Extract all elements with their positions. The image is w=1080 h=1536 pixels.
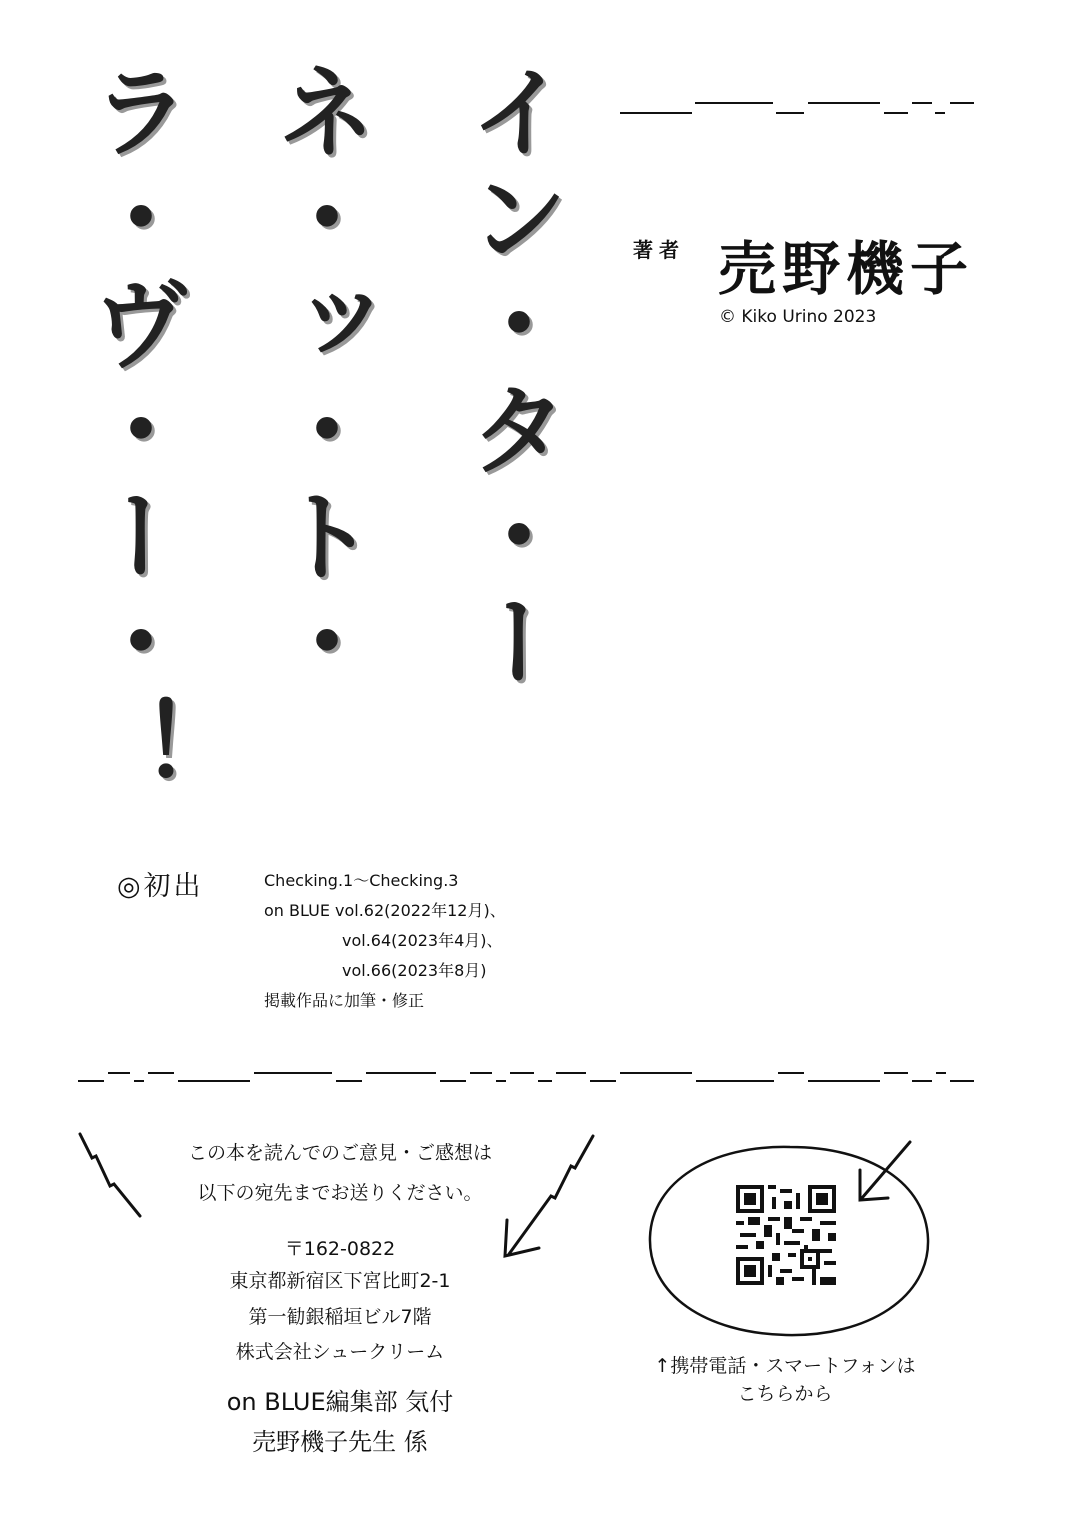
qr-note: [640, 1352, 930, 1408]
qr-note-line: ↑携帯電話・スマートフォンは: [654, 1355, 916, 1377]
feedback-intro-line: この本を読んでのご意見・ご感想は: [187, 1142, 492, 1164]
author-label: 著者: [633, 238, 685, 262]
qr-note-line: こちらから: [737, 1383, 833, 1405]
recipient-line: on BLUE編集部 気付: [226, 1388, 454, 1416]
address-line: 株式会社シュークリーム: [235, 1341, 445, 1363]
publication-line: Checking.1〜Checking.3: [264, 871, 459, 890]
title-column-right: イン・タ・ー: [452, 60, 569, 696]
first-publication-details: [264, 866, 506, 1016]
title-column-middle: ネ・ッ・ト・: [260, 60, 377, 696]
recipient-line: 売野機子先生 係: [252, 1428, 428, 1456]
copyright: © Kiko Urino 2023: [719, 307, 877, 327]
left-slash-icon: [70, 1128, 150, 1223]
publication-line: 掲載作品に加筆・修正: [264, 991, 425, 1010]
title-column-left: ラ・ヴ・ー・！: [74, 60, 191, 802]
first-publication-label: ◎初出: [117, 871, 204, 902]
publication-line: vol.66(2023年8月): [342, 961, 487, 980]
qr-code-icon[interactable]: [736, 1185, 836, 1285]
postal-code: 〒162-0822: [284, 1238, 396, 1260]
publication-line: on BLUE vol.62(2022年12月)、: [264, 901, 506, 920]
arrow-down-left-icon: [852, 1138, 922, 1208]
address-line: 東京都新宿区下宮比町2-1: [229, 1270, 451, 1292]
address-line: 第一勧銀稲垣ビル7階: [248, 1306, 432, 1328]
publication-line: vol.64(2023年4月)、: [342, 931, 503, 950]
author-name: 売野機子: [718, 235, 975, 303]
feedback-intro-line: 以下の宛先までお送りください。: [197, 1182, 483, 1204]
